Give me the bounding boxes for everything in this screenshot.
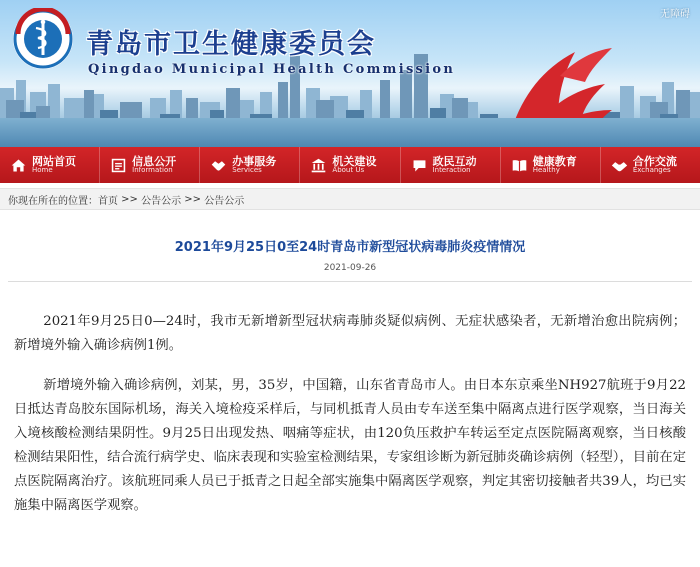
article-body <box>14 310 686 534</box>
breadcrumb-item-announcements-sub[interactable]: 公告公示 <box>204 195 245 207</box>
handshake-icon <box>611 157 628 174</box>
nav-label: 健康教育 <box>532 154 577 168</box>
nav-item-home[interactable] <box>0 147 100 183</box>
article-paragraph: 2021年9月25日0—24时，我市无新增新型冠状病毒肺炎疑似病例、无症状感染者，无新增治愈出院病例；新增境外输入确诊病例1例。 <box>14 314 686 353</box>
nav-label: 办事服务 <box>232 154 277 168</box>
nav-sublabel: Healthy <box>532 166 560 175</box>
breadcrumb <box>0 188 700 210</box>
nav-item-about-us[interactable] <box>300 147 400 183</box>
nav-sublabel: Services <box>232 166 262 175</box>
chat-icon <box>411 157 428 174</box>
breadcrumb-prefix: 你现在所在的位置： <box>8 195 98 207</box>
article-date: 2021-09-26 <box>323 263 377 273</box>
home-icon <box>10 157 27 174</box>
nav-label: 信息公开 <box>132 154 177 168</box>
nav-sublabel: Interaction <box>432 166 471 175</box>
handshake-icon <box>210 157 227 174</box>
article-paragraph: 新增境外输入确诊病例，刘某，男，35岁，中国籍，山东省青岛市人。由日本东京乘坐NH927航班于9月22日抵达青岛胶东国际机场，海关入境检疫采样后，与同机抵青人员由专车送至集中隔离点进行医学观察，当日海关入境核酸检测结果阴性。9月25日出现发热、咽痛等症状，由120负压救护车转运至定点医院隔离观察，当日核酸检测结果阳性，结合流行病学史、临床表现和实验室检测结果，专家组诊断为新冠肺炎确诊病例（轻型），目前在定点医院隔离治疗。该航班同乘人员已于抵青之日起全部实施集中隔离医学观察，判定其密切接触者共39人，均已实施集中隔离医学观察。 <box>14 378 686 513</box>
nav-item-information[interactable] <box>100 147 200 183</box>
site-title-english: Qingdao Municipal Health Commission <box>88 62 456 77</box>
nav-sublabel: Home <box>32 166 53 175</box>
book-icon <box>511 157 528 174</box>
document-icon <box>110 157 127 174</box>
nav-item-healthy[interactable] <box>501 147 601 183</box>
main-navigation <box>0 147 700 183</box>
nav-label: 机关建设 <box>332 154 377 168</box>
nav-sublabel: Information <box>132 166 173 175</box>
site-title-chinese: 青岛市卫生健康委员会 <box>86 29 376 60</box>
nav-label: 网站首页 <box>32 154 76 168</box>
breadcrumb-separator: >> <box>118 193 142 205</box>
accessibility-link[interactable]: 无障碍 <box>660 9 690 20</box>
breadcrumb-item-home[interactable]: 首页 <box>98 195 118 207</box>
header-banner <box>0 0 700 147</box>
nav-item-interaction[interactable] <box>401 147 501 183</box>
nav-label: 政民互动 <box>432 154 477 168</box>
nav-item-services[interactable] <box>200 147 300 183</box>
nav-sublabel: Exchanges <box>632 166 671 175</box>
breadcrumb-item-announcements[interactable]: 公告公示 <box>141 195 182 207</box>
sea-background <box>0 118 700 147</box>
building-icon <box>310 157 327 174</box>
article-title: 2021年9月25日0至24时青岛市新型冠状病毒肺炎疫情情况 <box>174 240 526 255</box>
title-divider <box>8 281 692 282</box>
commission-logo[interactable] <box>12 8 74 70</box>
nav-label: 合作交流 <box>632 154 677 168</box>
nav-item-exchanges[interactable] <box>601 147 700 183</box>
nav-sublabel: About Us <box>332 166 365 175</box>
breadcrumb-separator: >> <box>181 193 205 205</box>
